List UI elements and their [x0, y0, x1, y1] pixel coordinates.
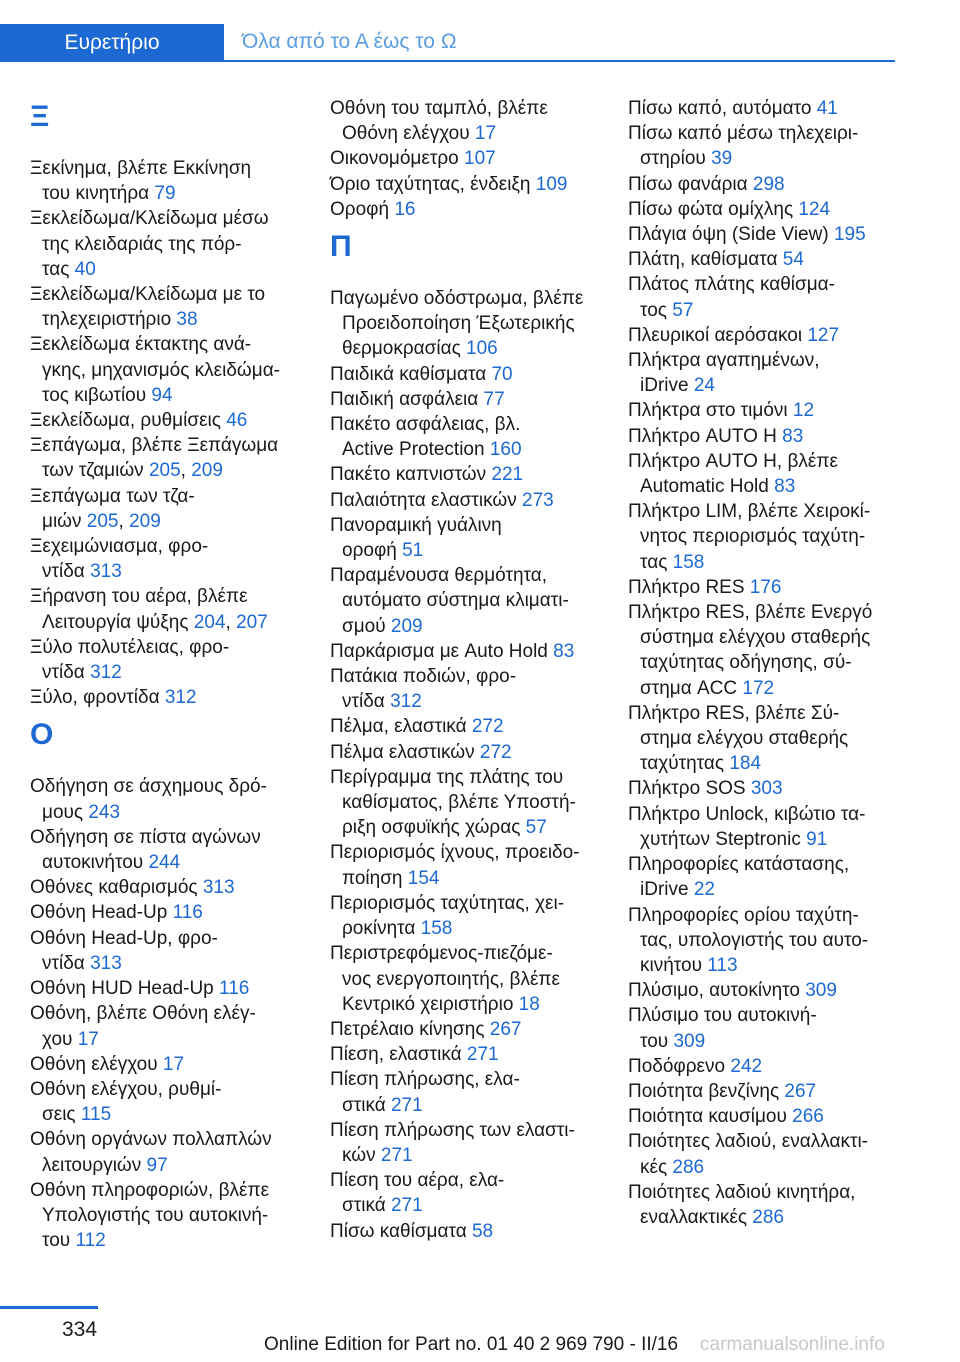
index-entry — [330, 146, 605, 171]
page-reference-link[interactable]: 158 — [672, 551, 705, 573]
index-letter-heading: Ο — [30, 718, 54, 752]
page-reference-link[interactable]: 176 — [749, 576, 782, 598]
page-reference-link[interactable]: 124 — [798, 198, 831, 220]
page-reference-link[interactable]: 79 — [154, 183, 176, 205]
index-entry — [330, 563, 605, 639]
index-entry-text: κινήτου 113 — [640, 954, 738, 976]
index-entry-text: Παιδικά καθίσματα 70 — [330, 363, 513, 385]
index-entry-text: τηλεχειριστήριο 38 — [42, 309, 198, 331]
index-entry — [30, 534, 305, 584]
index-entry — [330, 1168, 605, 1218]
page-reference-link[interactable]: 51 — [402, 540, 424, 562]
index-entry-text: Οδήγηση σε άσχημους δρό- — [30, 776, 267, 798]
index-entry-text: Οθόνη ελέγχου, ρυθμί- — [30, 1078, 222, 1100]
page-reference-link[interactable]: 204 — [193, 611, 226, 633]
index-entry-text: iDrive 22 — [640, 879, 715, 901]
page-reference-link[interactable]: 242 — [730, 1055, 763, 1077]
index-entry-text: Πίσω καπό, αυτόματο 41 — [628, 98, 838, 119]
index-entry — [30, 976, 305, 1001]
page-reference-link[interactable]: 271 — [380, 1144, 413, 1166]
page-reference-link[interactable]: 273 — [522, 489, 554, 511]
index-entry-text: Πακέτο ασφάλειας, βλ. — [330, 414, 521, 436]
page-reference-link[interactable]: 17 — [474, 123, 497, 145]
page-reference-link[interactable]: 303 — [750, 778, 783, 800]
index-entry — [330, 286, 605, 362]
index-entry-text: Ξήρανση του αέρα, βλέπε — [30, 586, 248, 608]
index-entry-text: ποίηση 154 — [342, 867, 440, 889]
index-entry — [330, 488, 605, 513]
page-reference-link[interactable]: 313 — [90, 561, 122, 583]
index-entry-text: Πανοραμική γυάλινη — [330, 514, 502, 536]
index-entry — [30, 1001, 305, 1051]
index-entry — [30, 206, 305, 282]
index-entry-text: Πλήκτρο SOS 303 — [628, 778, 783, 800]
index-entry — [628, 776, 908, 801]
index-entry-text: Πετρέλαιο κίνησης 267 — [330, 1018, 522, 1040]
index-entry-text: Πλήκτρο AUTO H, βλέπε — [628, 450, 838, 472]
index-column-3 — [628, 96, 908, 1230]
page-reference-link[interactable]: 46 — [226, 410, 248, 432]
index-entry — [330, 1219, 605, 1244]
index-entry-text: νητος περιορισμός ταχύτη- — [640, 526, 866, 548]
index-entry-text: Πλευρικοί αερόσακοι 127 — [628, 324, 840, 346]
index-entry-text: Πλήκτρο Unlock, κιβώτιο τα- — [628, 803, 866, 825]
index-entry-text: χου 17 — [42, 1028, 99, 1050]
index-entry-text: Πλήκτρα στο τιμόνι 12 — [628, 400, 815, 422]
index-entry-text: Παγωμένο οδόστρωμα, βλέπε — [330, 288, 584, 310]
edition-note: Online Edition for Part no. 01 40 2 969 790 - II/16 — [264, 1334, 679, 1355]
index-entry — [628, 1104, 908, 1129]
index-entry-text: Οθόνη του ταμπλό, βλέπε — [330, 98, 548, 119]
index-entry-text: Πατάκια ποδιών, φρο- — [330, 666, 517, 688]
index-entry-text: Ποιότητα καυσίμου 266 — [628, 1106, 824, 1128]
index-entry — [330, 1118, 605, 1168]
index-entry-text: Οδήγηση σε πίστα αγώνων — [30, 826, 261, 848]
page-reference-link[interactable]: 17 — [77, 1028, 99, 1050]
page-reference-link[interactable]: 286 — [672, 1156, 705, 1178]
index-entry — [330, 387, 605, 412]
index-entry-text: Οθόνη Head-Up, φρο- — [30, 927, 218, 949]
index-entry — [30, 825, 305, 875]
page-reference-link[interactable]: 172 — [742, 677, 775, 699]
page-reference-link[interactable]: 312 — [164, 687, 197, 709]
index-entry-text: γκης, μηχανισμός κλειδώμα- — [42, 359, 281, 381]
page-reference-link[interactable]: 271 — [390, 1195, 423, 1217]
index-letter-heading: Ξ — [30, 100, 50, 133]
index-entry — [628, 903, 908, 979]
index-entry — [628, 852, 908, 902]
index-entry-text: τας 158 — [640, 551, 705, 573]
index-entry — [330, 840, 605, 890]
index-entry-text: Ξεκλείδωμα έκτακτης ανά- — [30, 334, 252, 356]
page-reference-link[interactable]: 267 — [489, 1018, 522, 1040]
index-entry-text: Πίσω καπό μέσω τηλεχειρι- — [628, 123, 859, 145]
page-reference-link[interactable]: 113 — [707, 954, 738, 976]
index-entry — [628, 1003, 908, 1053]
index-entry-text: Παρκάρισμα με Auto Hold 83 — [330, 640, 575, 662]
index-entry-text: Πλάτος πλάτης καθίσμα- — [628, 274, 835, 296]
page-reference-link[interactable]: 109 — [535, 173, 568, 195]
index-entry-text: Ξεκλείδωμα, ρυθμίσεις 46 — [30, 410, 248, 432]
page-reference-link[interactable]: 207 — [236, 611, 268, 633]
index-entry-text: Οθόνη οργάνων πολλαπλών — [30, 1129, 272, 1151]
index-entry-text: Περιστρεφόμενος-πιεζόμε- — [330, 943, 553, 965]
index-entry-text: λειτουργιών 97 — [42, 1154, 168, 1176]
index-entry — [330, 362, 605, 387]
index-entry-text: Πλήκτρο AUTO H 83 — [628, 425, 804, 447]
index-entry-text: Πίσω φώτα ομίχλης 124 — [628, 198, 831, 220]
index-entry-text: Περιορισμός ίχνους, προειδο- — [330, 842, 580, 864]
page-reference-link[interactable]: 57 — [525, 817, 547, 839]
index-entry-text: ταχύτητας οδήγησης, σύ- — [640, 652, 852, 674]
page-reference-link[interactable]: 195 — [833, 224, 866, 246]
index-entry — [330, 197, 605, 222]
index-entry — [30, 685, 305, 710]
index-entry-text: Πίεση πλήρωσης, ελα- — [330, 1069, 520, 1091]
index-entry-text: Οθόνη, βλέπε Οθόνη ελέγ- — [30, 1003, 256, 1025]
index-entry — [30, 1127, 305, 1177]
index-entry-text: Πλήκτρο RES, βλέπε Ενεργό — [628, 602, 873, 624]
index-entry — [628, 323, 908, 348]
page-reference-link[interactable]: 58 — [471, 1220, 494, 1242]
section-tab[interactable]: Ευρετήριο — [0, 24, 224, 62]
subsection-tab[interactable]: Όλα από το Α έως το Ω — [224, 24, 895, 62]
page-reference-link[interactable]: 272 — [479, 741, 512, 763]
index-entry — [628, 499, 908, 575]
index-entry-text: Παραμένουσα θερμότητα, — [330, 565, 548, 587]
index-entry-text: ντίδα 312 — [342, 691, 422, 713]
index-entry-text: οροφή 51 — [342, 540, 424, 562]
page-reference-link[interactable]: 40 — [74, 258, 96, 280]
index-entry — [30, 774, 305, 824]
page-reference-link[interactable]: 205 — [86, 510, 119, 532]
page-reference-link[interactable]: 209 — [191, 460, 223, 482]
index-entry — [628, 449, 908, 499]
index-entry-text: Λειτουργία ψύξης 204, 207 — [42, 611, 268, 633]
index-entry-text: Ξεκίνημα, βλέπε Εκκίνηση — [30, 158, 252, 179]
index-entry-text: στημα ACC 172 — [640, 677, 775, 699]
index-entry-text: τας, υπολογιστής του αυτο- — [640, 929, 869, 951]
index-entry — [30, 332, 305, 408]
page-reference-link[interactable]: 106 — [466, 338, 498, 360]
page-reference-link[interactable]: 22 — [693, 879, 715, 901]
page-reference-link[interactable]: 39 — [711, 148, 733, 170]
index-entry-text: Οθόνη HUD Head-Up 116 — [30, 978, 250, 1000]
index-entry-text: της κλειδαριάς της πόρ- — [42, 233, 242, 255]
index-entry-text: Ποιότητες λαδιού, εναλλακτι- — [628, 1131, 869, 1153]
index-entry-text: του 309 — [640, 1030, 706, 1052]
index-entry-text: των τζαμιών 205, 209 — [42, 460, 223, 482]
index-entry-text: Πλήκτρο RES, βλέπε Σύ- — [628, 702, 840, 724]
index-entry — [628, 978, 908, 1003]
index-entry — [30, 1077, 305, 1127]
index-letter-heading: Π — [330, 230, 352, 264]
index-entry — [30, 156, 305, 206]
index-entry-text: θερμοκρασίας 106 — [342, 338, 498, 360]
index-entry-text: Οθόνη Head-Up 116 — [30, 902, 203, 924]
index-entry-text: Προειδοποίηση Έξωτερικής — [342, 313, 575, 335]
index-entry — [30, 875, 305, 900]
index-entry-text: Πληροφορίες κατάστασης, — [628, 854, 850, 876]
index-entry-text: εναλλακτικές 286 — [640, 1206, 784, 1228]
index-entry — [30, 635, 305, 685]
page-reference-link[interactable]: 112 — [75, 1230, 106, 1252]
page-reference-link[interactable]: 312 — [90, 662, 122, 684]
page-reference-link[interactable]: 313 — [202, 877, 235, 899]
index-entry-text: Πλύσιμο, αυτοκίνητο 309 — [628, 980, 837, 1002]
index-entry — [330, 740, 605, 765]
index-entry — [330, 765, 605, 841]
page-reference-link[interactable]: 38 — [176, 309, 198, 331]
index-entry — [628, 398, 908, 423]
page-reference-link[interactable]: 271 — [466, 1044, 499, 1066]
index-entry-text: ροκίνητα 158 — [342, 918, 453, 940]
page-reference-link[interactable]: 17 — [162, 1053, 185, 1075]
index-entry — [628, 121, 908, 171]
index-entry — [628, 424, 908, 449]
index-entry — [30, 282, 305, 332]
index-entry-text: Περιορισμός ταχύτητας, χει- — [330, 892, 565, 914]
index-entry-text: Πακέτο καπνιστών 221 — [330, 464, 524, 486]
index-entry-text: Πληροφορίες ορίου ταχύτη- — [628, 904, 859, 926]
index-entry — [628, 575, 908, 600]
index-entry-text: κές 286 — [640, 1156, 705, 1178]
index-entry — [628, 802, 908, 852]
page-reference-link[interactable]: 97 — [146, 1154, 168, 1176]
page-reference-link[interactable]: 309 — [805, 980, 837, 1002]
index-entry — [330, 1017, 605, 1042]
page-reference-link[interactable]: 209 — [390, 615, 423, 637]
index-entry — [330, 513, 605, 563]
index-entry-text: Οθόνες καθαρισμός 313 — [30, 877, 235, 899]
page-reference-link[interactable]: 115 — [80, 1104, 112, 1126]
index-entry-text: Οθόνη ελέγχου 17 — [30, 1053, 185, 1075]
index-entry-text: σεις 115 — [42, 1104, 112, 1126]
index-entry — [30, 408, 305, 433]
index-entry — [330, 96, 605, 146]
index-entry — [30, 900, 305, 925]
index-entry-text: καθίσματος, βλέπε Υποστή- — [342, 792, 576, 814]
index-entry-text: Όριο ταχύτητας, ένδειξη 109 — [330, 173, 568, 195]
index-entry — [628, 197, 908, 222]
index-entry-text: στικά 271 — [342, 1195, 423, 1217]
index-entry-text: ντίδα 313 — [42, 952, 122, 974]
page-reference-link[interactable]: 286 — [752, 1206, 784, 1228]
index-entry-text: Πλήκτρο RES 176 — [628, 576, 782, 598]
index-entry-text: Πλήκτρα αγαπημένων, — [628, 350, 820, 372]
page-number: 334 — [62, 1318, 98, 1341]
page-reference-link[interactable]: 57 — [672, 299, 694, 321]
index-entry-text: τος κιβωτίου 94 — [42, 384, 173, 406]
index-entry-text: Περίγραμμα της πλάτης του — [330, 766, 564, 788]
index-entry-text: αυτοκινήτου 244 — [42, 852, 181, 874]
page-reference-link[interactable]: 267 — [784, 1080, 817, 1102]
footer-accent-line — [0, 1306, 98, 1309]
index-entry-text: Ποιότητες λαδιού κινητήρα, — [628, 1181, 856, 1203]
index-entry — [330, 172, 605, 197]
page-reference-link[interactable]: 18 — [518, 993, 540, 1015]
index-entry-text: σύστημα ελέγχου σταθερής — [640, 627, 871, 649]
index-entry — [628, 1180, 908, 1230]
index-entry-text: Παιδική ασφάλεια 77 — [330, 388, 505, 410]
index-entry — [30, 584, 305, 634]
page-reference-link[interactable]: 116 — [172, 902, 203, 924]
index-entry-text: Ξεκλείδωμα/Κλείδωμα με το — [30, 284, 266, 306]
page-reference-link[interactable]: 154 — [407, 867, 440, 889]
page-reference-link[interactable]: 309 — [673, 1030, 706, 1052]
page-reference-link[interactable]: 107 — [464, 148, 496, 170]
index-column-2 — [330, 96, 605, 1244]
index-entry — [30, 484, 305, 534]
index-entry — [628, 348, 908, 398]
index-entry-text: ντίδα 312 — [42, 662, 122, 684]
index-entry — [330, 941, 605, 1017]
index-column-1 — [30, 96, 305, 1253]
index-entry — [628, 1054, 908, 1079]
page-reference-link[interactable]: 24 — [693, 375, 715, 397]
index-entry-text: Πλάτη, καθίσματα 54 — [628, 249, 804, 271]
index-entry-text: Πίσω φανάρια 298 — [628, 173, 785, 195]
index-entry-text: Παλαιότητα ελαστικών 273 — [330, 489, 554, 511]
index-entry-text: Πίσω καθίσματα 58 — [330, 1220, 494, 1242]
index-entry — [628, 172, 908, 197]
index-entry-text: νος ενεργοποιητής, βλέπε — [342, 968, 561, 990]
index-entry-text: Κεντρικό χειριστήριο 18 — [342, 993, 540, 1015]
page-reference-link[interactable]: 271 — [390, 1094, 423, 1116]
index-entry-text: Πέλμα, ελαστικά 272 — [330, 716, 504, 738]
index-entry-text: Υπολογιστής του αυτοκινή- — [42, 1204, 269, 1226]
index-entry-text: iDrive 24 — [640, 375, 715, 397]
index-entry — [330, 412, 605, 462]
index-entry-text: Active Protection 160 — [342, 439, 522, 461]
index-entry — [628, 600, 908, 701]
page-reference-link[interactable]: 313 — [90, 952, 122, 974]
page-reference-link[interactable]: 298 — [752, 173, 785, 195]
index-entry-text: Οικονομόμετρο 107 — [330, 148, 496, 170]
page-reference-link[interactable]: 83 — [774, 476, 796, 498]
page-reference-link[interactable]: 160 — [489, 439, 522, 461]
index-entry — [628, 701, 908, 777]
page-reference-link[interactable]: 244 — [148, 852, 181, 874]
index-entry-text: κών 271 — [342, 1144, 413, 1166]
index-entry-text: Ξεχειμώνιασμα, φρο- — [30, 536, 209, 558]
page-reference-link[interactable]: 272 — [471, 716, 504, 738]
index-entry-text: στηρίου 39 — [640, 148, 733, 170]
index-entry — [30, 926, 305, 976]
page-reference-link[interactable]: 266 — [792, 1106, 824, 1128]
index-entry-text: Ξύλο πολυτέλειας, φρο- — [30, 636, 230, 658]
index-entry-text: χυτήτων Steptronic 91 — [640, 828, 828, 850]
page-reference-link[interactable]: 77 — [483, 388, 505, 410]
index-entry-text: στημα ελέγχου σταθερής — [640, 728, 849, 750]
page-reference-link[interactable]: 16 — [394, 198, 416, 220]
index-entry-text: Οθόνη πληροφοριών, βλέπε — [30, 1179, 270, 1201]
index-entry-text: Automatic Hold 83 — [640, 476, 796, 498]
index-entry — [628, 1079, 908, 1104]
index-entry — [30, 433, 305, 483]
index-entry-text: Πίεση, ελαστικά 271 — [330, 1044, 499, 1066]
index-entry — [330, 639, 605, 664]
page-reference-link[interactable]: 83 — [782, 425, 804, 447]
index-entry-text: Πίεση του αέρα, ελα- — [330, 1170, 505, 1192]
index-entry-text: τος 57 — [640, 299, 694, 321]
index-entry-text: Πλήκτρο LIM, βλέπε Χειροκί- — [628, 501, 871, 523]
index-entry-text: σμού 209 — [342, 615, 423, 637]
page-reference-link[interactable]: 209 — [129, 510, 161, 532]
index-entry — [330, 891, 605, 941]
index-entry-text: ταχύτητας 184 — [640, 753, 762, 775]
index-entry-text: Οροφή 16 — [330, 198, 416, 220]
index-entry-text: Πίεση πλήρωσης των ελαστι- — [330, 1119, 575, 1141]
index-entry-text: Οθόνη ελέγχου 17 — [342, 123, 497, 145]
index-entry-text: Πλύσιμο του αυτοκινή- — [628, 1005, 817, 1027]
page-reference-link[interactable]: 158 — [420, 918, 453, 940]
index-entry-text: τας 40 — [42, 258, 96, 280]
page-reference-link[interactable]: 94 — [151, 384, 173, 406]
index-entry-text: του κινητήρα 79 — [42, 183, 176, 205]
index-entry-text: Ποδόφρενο 242 — [628, 1055, 763, 1077]
index-entry — [30, 1052, 305, 1077]
page-reference-link[interactable]: 70 — [491, 363, 513, 385]
page-reference-link[interactable]: 205 — [148, 460, 181, 482]
watermark: carmanualsonline.info — [700, 1334, 885, 1355]
index-entry — [628, 96, 908, 121]
page-reference-link[interactable]: 221 — [491, 464, 524, 486]
index-entry-text: αυτόματο σύστημα κλιματι- — [342, 590, 569, 612]
index-entry-text: στικά 271 — [342, 1094, 423, 1116]
index-entry — [330, 1042, 605, 1067]
index-entry — [628, 222, 908, 247]
index-entry-text: του 112 — [42, 1230, 106, 1252]
index-entry-text: μιών 205, 209 — [42, 510, 161, 532]
page-reference-link[interactable]: 83 — [553, 640, 575, 662]
index-entry-text: μους 243 — [42, 801, 121, 823]
index-entry — [628, 247, 908, 272]
index-entry — [30, 1178, 305, 1254]
page-reference-link[interactable]: 312 — [390, 691, 422, 713]
page-reference-link[interactable]: 41 — [816, 98, 838, 119]
header-bar — [0, 0, 895, 62]
index-entry-text: Ξύλο, φροντίδα 312 — [30, 687, 197, 709]
index-entry-text: Πέλμα ελαστικών 272 — [330, 741, 512, 763]
index-entry — [330, 714, 605, 739]
index-entry-text: ριξη οσφυϊκής χώρας 57 — [342, 817, 547, 839]
page-reference-link[interactable]: 116 — [219, 978, 250, 1000]
index-entry-text: Ξεπάγωμα των τζα- — [30, 485, 195, 507]
index-entry — [330, 664, 605, 714]
page-reference-link[interactable]: 184 — [729, 753, 762, 775]
page-reference-link[interactable]: 12 — [792, 400, 815, 422]
page-reference-link[interactable]: 54 — [782, 249, 804, 271]
index-entry-text: ντίδα 313 — [42, 561, 122, 583]
page-reference-link[interactable]: 127 — [807, 324, 840, 346]
index-entry — [628, 272, 908, 322]
page-reference-link[interactable]: 243 — [88, 801, 121, 823]
index-entry-text: Πλάγια όψη (Side View) 195 — [628, 224, 866, 246]
index-entry-text: Ξεκλείδωμα/Κλείδωμα μέσω — [30, 208, 269, 230]
page-reference-link[interactable]: 91 — [806, 828, 828, 850]
index-entry-text: Ξεπάγωμα, βλέπε Ξεπάγωμα — [30, 435, 279, 457]
index-entry — [330, 462, 605, 487]
index-entry — [330, 1067, 605, 1117]
index-entry-text: Ποιότητα βενζίνης 267 — [628, 1080, 817, 1102]
index-entry — [628, 1129, 908, 1179]
